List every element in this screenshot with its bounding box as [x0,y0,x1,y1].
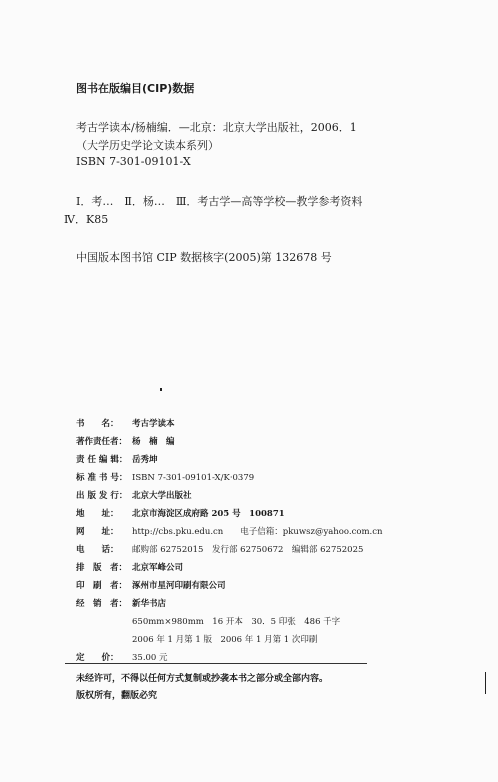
price-value: 35.00 元 [132,653,168,663]
editor-label: 责 任 编 辑： [76,455,128,465]
cip-line1: 考古学读本/杨楠编．—北京：北京大学出版社，2006．1 [76,121,357,134]
author-value: 杨 楠 编 [132,437,175,447]
detail-typesetter [76,561,183,573]
book-name-value: 考古学读本 [132,419,175,429]
detail-address [76,507,285,519]
address-label: 地 址： [76,509,119,519]
web-label: 网 址： [76,527,119,537]
address-value: 北京市海淀区成府路 205 号 100871 [132,509,285,519]
typesetter-value: 北京军峰公司 [132,563,184,573]
publisher-value: 北京大学出版社 [132,491,192,501]
detail-publisher [76,489,192,501]
detail-phone [76,543,363,555]
typesetter-label: 排 版 者： [76,563,128,573]
divider-rule [65,663,367,664]
scan-edge-mark [485,672,486,694]
price-label: 定 价： [76,653,119,663]
printer-label: 印 刷 者： [76,581,128,591]
seller-value: 新华书店 [132,599,167,609]
detail-format: 650mm×980mm 16 开本 30．5 印张 486 千字 [132,617,341,627]
detail-edition: 2006 年 1 月第 1 版 2006 年 1 月第 1 次印刷 [132,635,318,645]
editor-value: 岳秀坤 [132,455,158,465]
book-name-label: 书 名： [76,419,119,429]
detail-web [76,525,382,537]
seller-label: 经 销 者： [76,599,128,609]
cip-isbn: ISBN 7-301-09101-X [76,155,191,168]
phone-value: 邮购部 62752015 发行部 62750672 编辑部 62752025 [132,545,364,555]
detail-price [76,651,168,663]
cip-subjects-1: Ⅰ．考… Ⅱ．杨… Ⅲ．考古学—高等学校—教学参考资料 [76,195,363,208]
detail-isbn [76,471,254,483]
author-label: 著作责任者： [76,437,128,447]
copyright-notice: 未经许可，不得以任何方式复制或抄袭本书之部分或全部内容。 [76,674,329,684]
cip-heading: 图书在版编目(CIP)数据 [76,82,195,95]
detail-printer [76,579,226,591]
publisher-label: 出 版 发 行： [76,491,128,501]
cip-data-number: 中国版本图书馆 CIP 数据核字(2005)第 132678 号 [76,251,332,264]
isbn-label: 标 准 书 号： [76,473,128,483]
phone-label: 电 话： [76,545,119,555]
cip-line2: （大学历史学论文读本系列） [76,139,219,152]
detail-book-name [76,417,175,429]
detail-seller [76,597,166,609]
copyright-rights: 版权所有，翻版必究 [76,691,158,701]
detail-author [76,435,175,447]
isbn-value: ISBN 7-301-09101-X/K·0379 [132,473,255,483]
detail-editor [76,453,158,465]
scan-speck [160,388,162,391]
web-value: http://cbs.pku.edu.cn 电子信箱：pkuwsz@yahoo.com.cn [132,527,383,537]
printer-value: 涿州市星河印刷有限公司 [132,581,226,591]
cip-subjects-2: Ⅳ．K85 [64,213,109,226]
